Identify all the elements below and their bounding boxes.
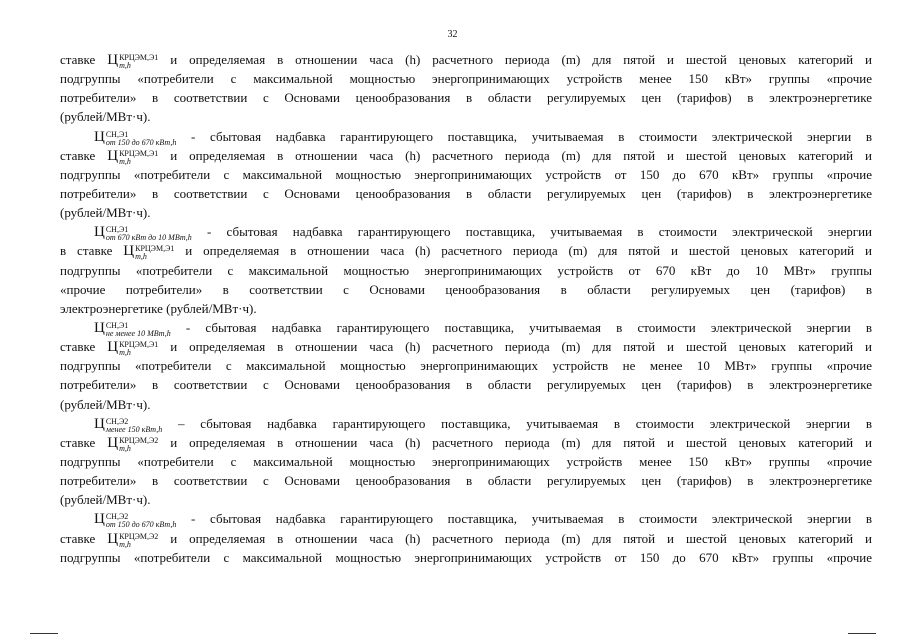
line-text: подгруппы «потребители с максимальной мощностью энергопринимающих устройств менее 150 кВт» группы «прочие: [60, 71, 872, 87]
line-text: подгруппы «потребители с максимальной мощностью энергопринимающих устройств от 150 до 670 кВт» группы «прочие: [60, 549, 872, 565]
formula-indices: [106, 131, 177, 147]
line-text: подгруппы «потребители с максимальной мощностью энергопринимающих устройств от 670 кВт до 10 МВт» группы: [60, 262, 872, 278]
text-line: [60, 414, 872, 433]
text-line: [60, 356, 872, 375]
formula-subscript: от 150 до 670 кВт,h: [105, 137, 177, 147]
formula-indices: [119, 533, 158, 549]
formula-subscript: от 150 до 670 кВт,h: [105, 520, 177, 530]
text-line: [60, 529, 872, 548]
formula-superscript: СН,Э2: [105, 416, 129, 426]
line-text: и определяемая в отношении часа (h) расчетного периода (m) для пятой и шестой ценовых категорий и: [158, 147, 872, 163]
formula-symbol: Ц: [94, 511, 105, 528]
formula-symbol: Ц: [123, 243, 135, 260]
formula-superscript: КРЦЭМ,Э1: [119, 53, 159, 62]
line-text: (рублей/МВт·ч).: [60, 109, 151, 125]
line-text: «прочие потребители» в соответствии с Основами ценообразования в области регулируемых цен (тарифов) в: [60, 281, 872, 297]
line-text: - сбытовая надбавка гарантирующего поставщика, учитываемая в стоимости электрической энергии в: [176, 128, 872, 144]
formula-superscript: КРЦЭМ,Э2: [119, 531, 159, 541]
line-text: и определяемая в отношении часа (h) расчетного периода (m) для пятой и шестой ценовых категорий и: [158, 434, 872, 450]
text-line: [60, 127, 872, 146]
text-line: [60, 107, 872, 126]
formula-symbol: Ц: [107, 52, 119, 68]
formula-superscript: СН,Э1: [105, 320, 129, 330]
line-text: (рублей/МВт·ч).: [60, 492, 151, 508]
text-line: [60, 395, 872, 414]
formula-symbol: Ц: [94, 319, 105, 336]
formula-indices: [135, 245, 174, 261]
line-text: подгруппы «потребители с максимальной мощностью энергопринимающих устройств менее 150 кВт» группы «прочие: [60, 453, 872, 469]
formula-symbol: Ц: [94, 128, 105, 145]
formula-superscript: СН,Э1: [105, 129, 129, 139]
line-text: подгруппы «потребители с максимальной мощностью энергопринимающих устройств от 150 до 670 кВт» группы «прочие: [60, 166, 872, 182]
text-line: [60, 88, 872, 107]
line-text: – сбытовая надбавка гарантирующего поставщика, учитываемая в стоимости электрической энергии в: [162, 415, 872, 431]
line-text: потребители» в соответствии с Основами ценообразования в области регулируемых цен (тарифов) в электроэнергетике: [60, 185, 872, 201]
text-line: [60, 146, 872, 165]
text-line: [60, 452, 872, 471]
formula-symbol: Ц: [107, 147, 119, 164]
formula-subscript: менее 150 кВт,h: [105, 424, 163, 434]
formula-subscript: не менее 10 МВт,h: [105, 328, 171, 338]
text-line: [60, 241, 872, 260]
scan-edge-mark-left: [30, 633, 58, 634]
formula-superscript: КРЦЭМ,Э1: [119, 340, 159, 350]
formula-indices: [106, 513, 177, 529]
text-line: [60, 261, 872, 280]
formula-superscript: СН,Э2: [105, 512, 129, 522]
text-line: [60, 433, 872, 452]
line-text: потребители» в соответствии с Основами ценообразования в области регулируемых цен (тарифов) в электроэнергетике: [60, 377, 872, 393]
formula-indices: [119, 54, 158, 70]
formula-symbol: Ц: [107, 434, 119, 451]
formula-symbol: Ц: [107, 530, 119, 547]
text-line: [60, 375, 872, 394]
line-prefix: ставке: [60, 434, 108, 450]
formula-subscript: от 670 кВт до 10 МВт,h: [105, 233, 192, 243]
text-line: [60, 50, 872, 69]
formula-indices: [119, 437, 158, 453]
formula-indices: [106, 226, 192, 242]
formula-superscript: СН,Э1: [105, 225, 129, 235]
text-line: [60, 280, 872, 299]
line-text: (рублей/МВт·ч).: [60, 205, 151, 221]
formula-subscript: m,h: [119, 443, 131, 453]
line-text: - сбытовая надбавка гарантирующего поставщика, учитываемая в стоимости электрической энергии: [191, 224, 872, 240]
line-text: и определяемая в отношении часа (h) расчетного периода (m) для пятой и шестой ценовых категорий и: [158, 339, 872, 355]
formula-superscript: КРЦЭМ,Э2: [119, 435, 159, 445]
line-text: - сбытовая надбавка гарантирующего поставщика, учитываемая в стоимости электрической энергии в: [176, 511, 872, 527]
text-line: [60, 490, 872, 509]
formula-symbol: Ц: [94, 224, 105, 241]
text-line: [60, 509, 872, 528]
line-text: подгруппы «потребители с максимальной мощностью энергопринимающих устройств не менее 10 МВт» группы «прочие: [60, 358, 872, 374]
line-text: - сбытовая надбавка гарантирующего поставщика, учитываемая в стоимости электрической энергии в: [170, 319, 872, 335]
page-number: 32: [447, 29, 458, 40]
text-line: [60, 471, 872, 490]
line-prefix: в ставке: [60, 243, 124, 259]
formula-indices: [106, 322, 171, 338]
text-line: [60, 69, 872, 88]
formula-indices: [119, 150, 158, 166]
text-line: [60, 299, 872, 318]
formula-subscript: m,h: [119, 348, 131, 358]
line-prefix: ставке: [60, 147, 108, 163]
line-prefix: ставке: [60, 339, 108, 355]
text-line: [60, 548, 872, 567]
formula-symbol: Ц: [94, 415, 105, 432]
text-line: [60, 222, 872, 241]
formula-subscript: m,h: [119, 539, 131, 549]
line-text: потребители» в соответствии с Основами ценообразования в области регулируемых цен (тарифов) в электроэнергетике: [60, 473, 872, 489]
text-line: [60, 318, 872, 337]
text-line: [60, 184, 872, 203]
line-text: и определяемая в отношении часа (h) расчетного периода (m) для пятой и шестой ценовых категорий и: [158, 52, 872, 67]
formula-symbol: Ц: [107, 339, 119, 356]
formula-superscript: КРЦЭМ,Э1: [135, 244, 175, 254]
document-body: [60, 50, 872, 567]
text-line: [60, 337, 872, 356]
formula-indices: [106, 418, 162, 434]
line-text: (рублей/МВт·ч).: [60, 396, 151, 412]
line-text: электроэнергетике (рублей/МВт·ч).: [60, 300, 257, 316]
text-line: [60, 165, 872, 184]
formula-subscript: m,h: [119, 61, 131, 70]
line-text: и определяемая в отношении часа (h) расчетного периода (m) для пятой и шестой ценовых категорий и: [158, 530, 872, 546]
line-prefix: ставке: [60, 52, 108, 67]
text-line: [60, 203, 872, 222]
line-text: и определяемая в отношении часа (h) расчетного периода (m) для пятой и шестой ценовых категорий и: [174, 243, 872, 259]
scan-edge-mark-right: [848, 633, 876, 634]
formula-superscript: КРЦЭМ,Э1: [119, 148, 159, 158]
formula-subscript: m,h: [135, 252, 147, 262]
formula-subscript: m,h: [119, 156, 131, 166]
line-prefix: ставке: [60, 530, 108, 546]
formula-indices: [119, 341, 158, 357]
line-text: потребители» в соответствии с Основами ценообразования в области регулируемых цен (тарифов) в электроэнергетике: [60, 90, 872, 106]
